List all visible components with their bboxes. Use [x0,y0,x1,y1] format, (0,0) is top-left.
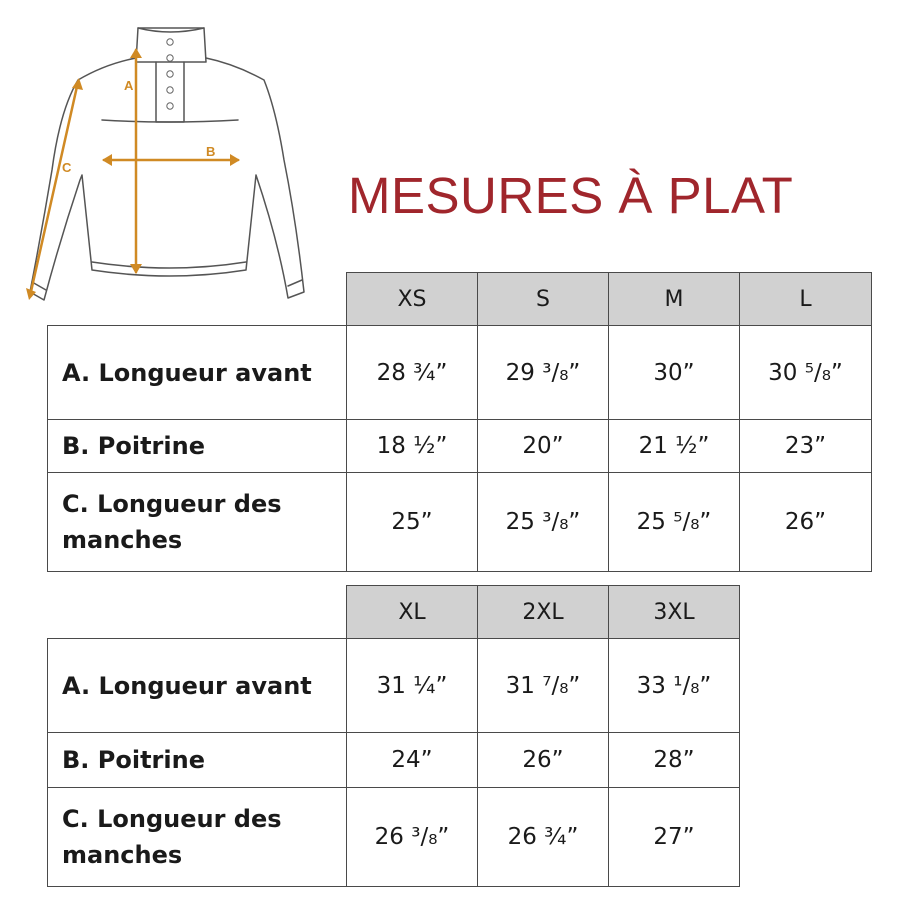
table-cell: 27” [609,788,740,887]
row-label: C. Longueur des manches [48,473,347,572]
table-cell: 25” [347,473,478,572]
table-row [48,788,740,887]
marker-b: B [206,144,216,159]
row-label: C. Longueur des manches [48,788,347,887]
jacket-diagram-icon [20,20,320,315]
table-cell: 24” [347,733,478,788]
size-header: L [740,273,872,326]
table-cell: 25 ³/₈” [478,473,609,572]
table-cell: 29 ³/₈” [478,326,609,420]
size-header: 3XL [609,586,740,639]
marker-a: A [124,78,134,93]
table-cell: 31 ¼” [347,639,478,733]
table-cell: 31 ⁷/₈” [478,639,609,733]
table-cell: 18 ½” [347,420,478,473]
row-label: B. Poitrine [48,420,347,473]
size-header: S [478,273,609,326]
row-label: A. Longueur avant [48,326,347,420]
table-row [48,326,872,420]
table-cell: 28” [609,733,740,788]
table-cell: 33 ¹/₈” [609,639,740,733]
table-cell: 28 ¾” [347,326,478,420]
table-row [48,733,740,788]
page-title: MESURES À PLAT [348,167,794,224]
table-cell: 26” [478,733,609,788]
table-cell: 20” [478,420,609,473]
table-cell: 30” [609,326,740,420]
size-table-small [47,272,872,572]
header-corner [48,273,347,326]
header-row [48,586,740,639]
table-cell: 26” [740,473,872,572]
size-header: 2XL [478,586,609,639]
size-header: XL [347,586,478,639]
size-table-large [47,585,740,887]
table-row [48,473,872,572]
table-row [48,639,740,733]
table-cell: 21 ½” [609,420,740,473]
table-cell: 26 ³/₈” [347,788,478,887]
size-header: XS [347,273,478,326]
marker-c: C [62,160,72,175]
size-header: M [609,273,740,326]
table-cell: 23” [740,420,872,473]
table-row [48,420,872,473]
table-cell: 30 ⁵/₈” [740,326,872,420]
table-cell: 25 ⁵/₈” [609,473,740,572]
header-row [48,273,872,326]
header-corner [48,586,347,639]
table-cell: 26 ¾” [478,788,609,887]
row-label: A. Longueur avant [48,639,347,733]
row-label: B. Poitrine [48,733,347,788]
